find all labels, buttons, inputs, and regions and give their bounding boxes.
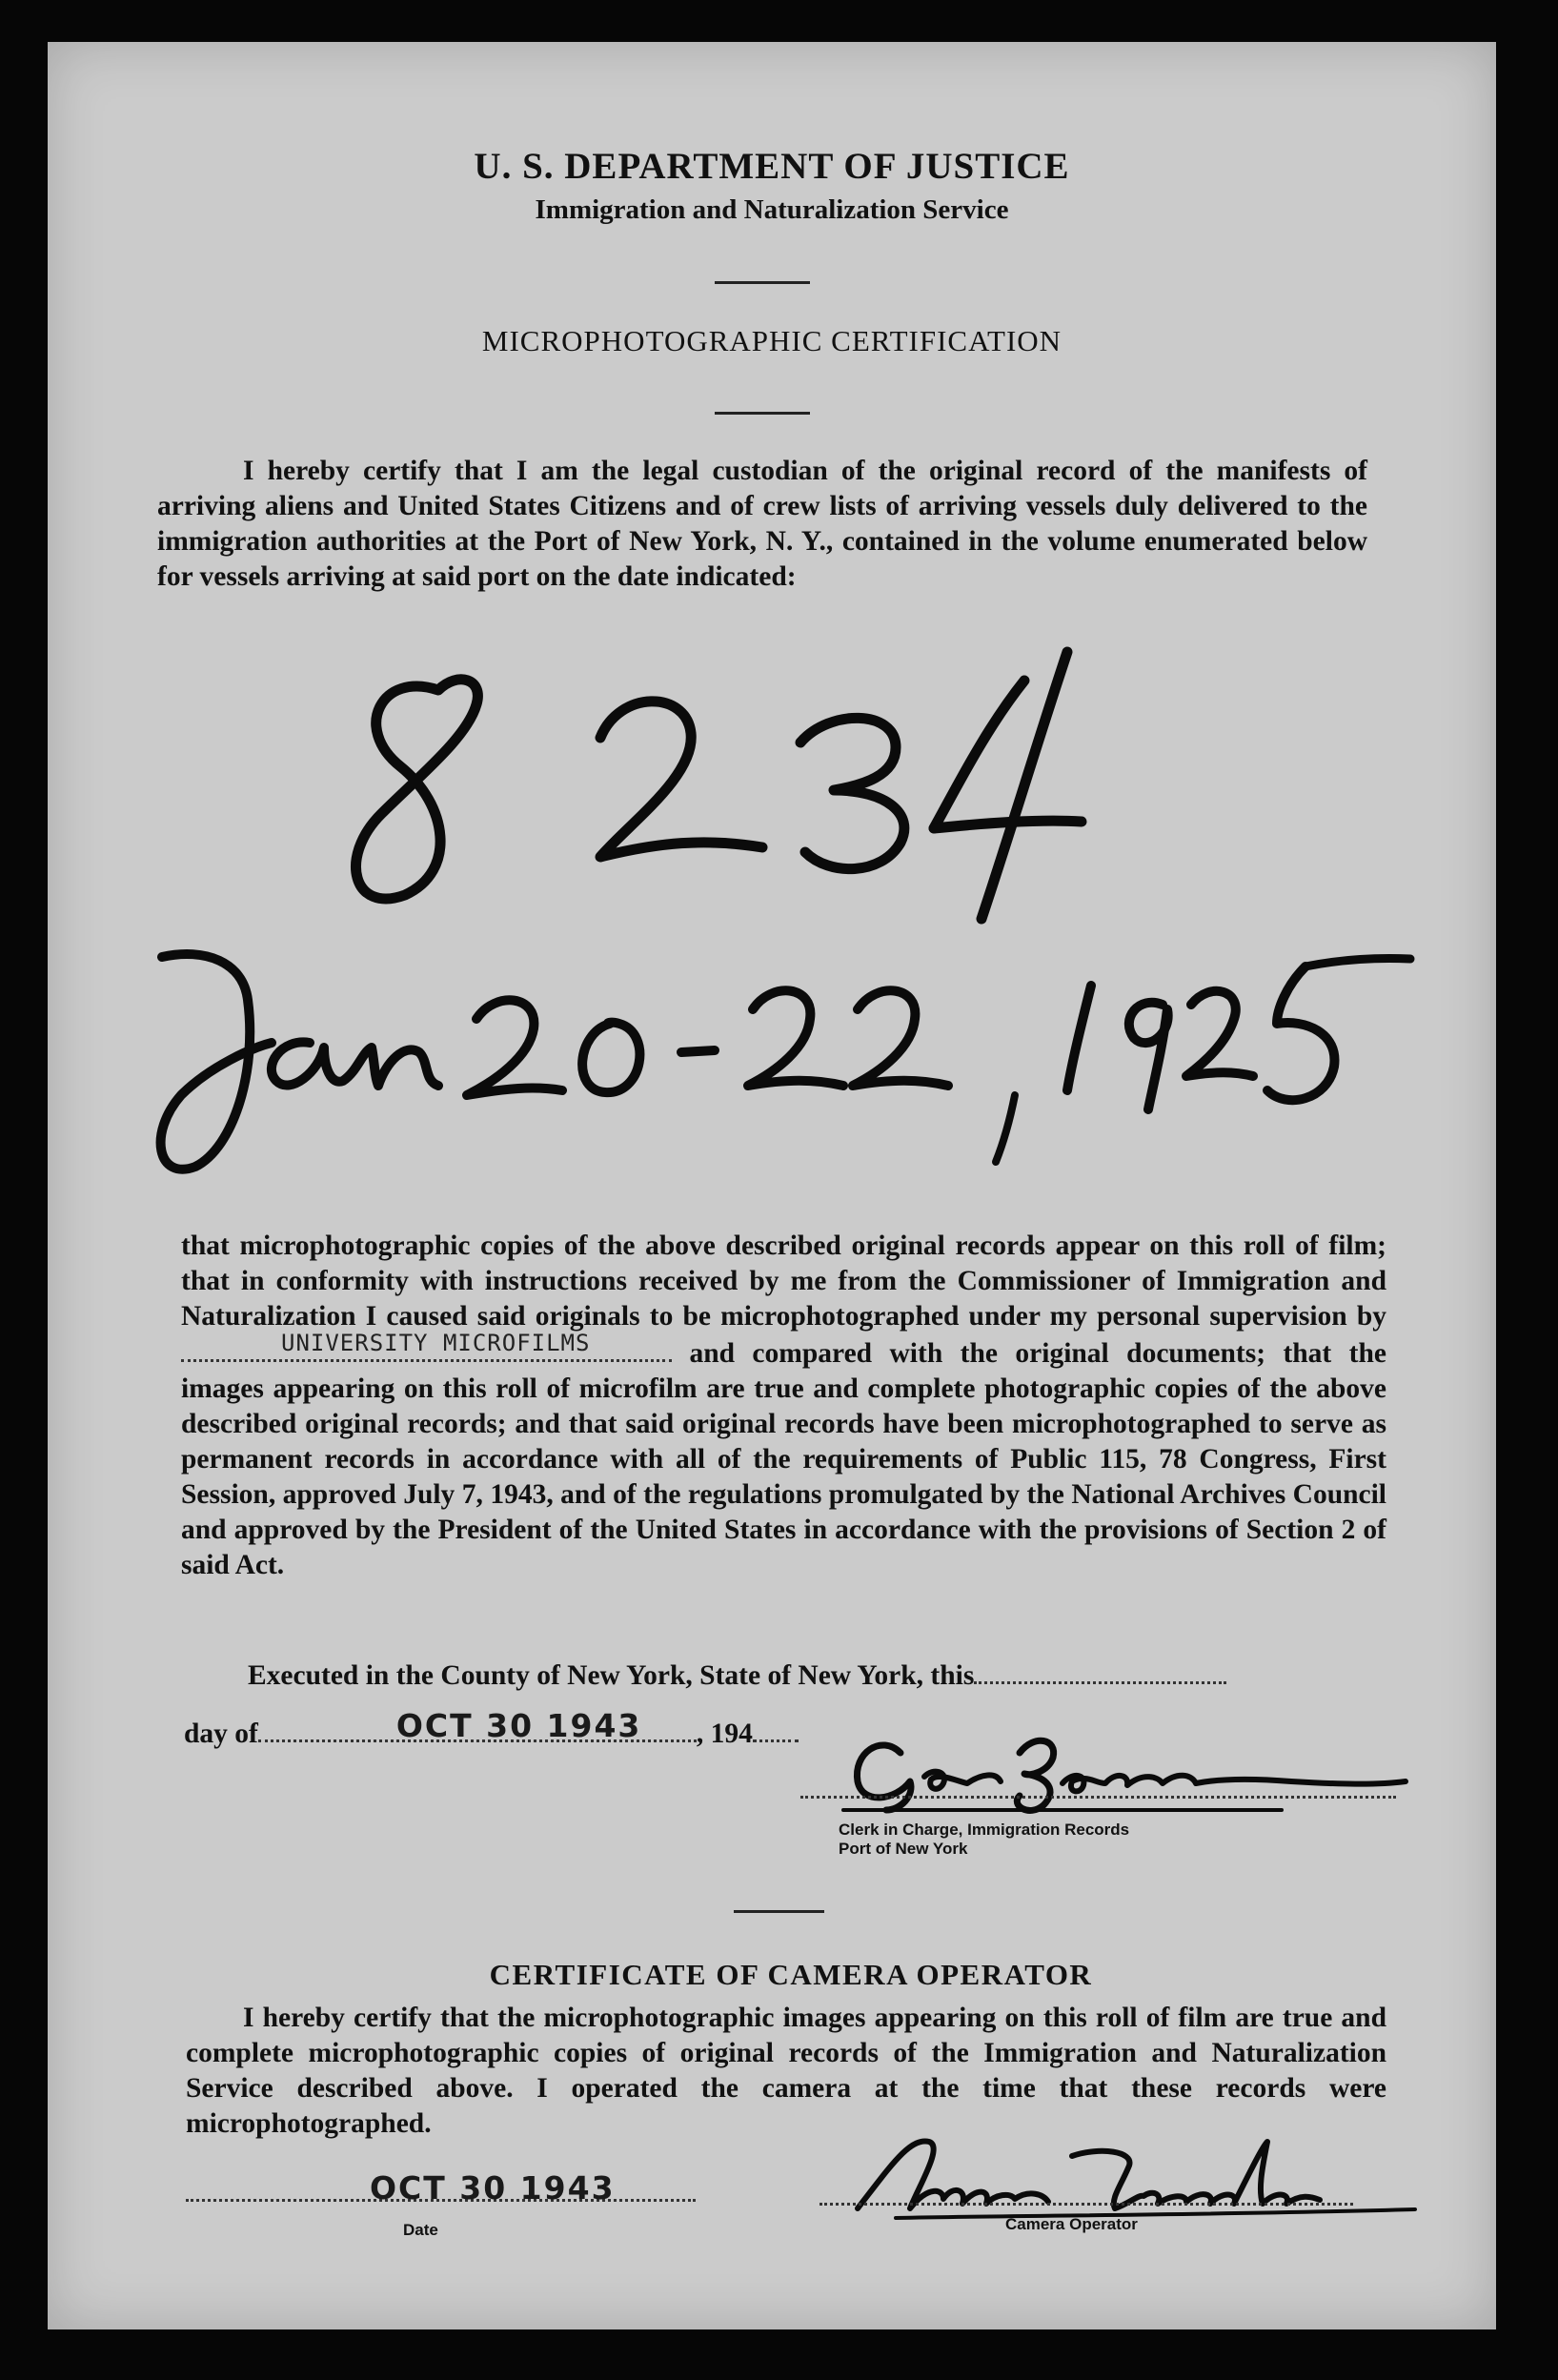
intro-paragraph: I hereby certify that I am the legal custodian of the original record of the manifests of arriving aliens and United States Citizens and of crew lists of arriving vessels duly delivered to the immigration authorities at the Port of New York, N. Y., contained in the volume enumerated below for vessels arriving at said port on the date indicated: xyxy=(157,456,1367,592)
operator-signature-line xyxy=(819,2203,1353,2206)
body-text-before-field: that microphotographic copies of the above described original records appear on this roll of film; that in conformity with instructions received by me from the Commissioner of Immigration and Naturalization I caused said originals to be microphotographed under my personal supervision by xyxy=(181,1231,1386,1332)
executed-day-field xyxy=(974,1657,1226,1684)
divider-rule xyxy=(734,1910,824,1913)
certificate-page xyxy=(48,42,1496,2329)
department-heading: U. S. DEPARTMENT OF JUSTICE xyxy=(474,146,1070,187)
camera-operator-title: CERTIFICATE OF CAMERA OPERATOR xyxy=(489,1958,1093,1991)
day-of-line xyxy=(184,1707,799,1752)
body-text-after-field: and compared with the original documents; that the images appearing on this roll of microfilm are true and complete photographic copies of the above described original records; and that said original records have been microphotographed to serve as permanent records in accordance with all of the requirements of Public 115, 78 Congress, First Session, approved July 7, 1943, and of the regulations promulgated by the National Archives Council and approved by the President of the United States in accordance with the provisions of Section 2 of said Act. xyxy=(181,1338,1387,1580)
divider-rule xyxy=(715,412,810,415)
day-of-field xyxy=(258,1707,697,1744)
operator-date-label: Date xyxy=(403,2221,438,2239)
clerk-title-line2: Port of New York xyxy=(839,1840,968,1858)
executed-line xyxy=(248,1657,1226,1694)
clerk-title-line1: Clerk in Charge, Immigration Records xyxy=(839,1821,1130,1839)
operator-signature xyxy=(853,2127,1425,2232)
handwritten-date-range xyxy=(129,928,1444,1195)
service-subheading: Immigration and Naturalization Service xyxy=(535,194,1009,225)
operator-date-stamp: OCT 30 1943 xyxy=(370,2169,616,2207)
operator-label: Camera Operator xyxy=(1005,2215,1138,2233)
camera-operator-paragraph: I hereby certify that the microphotographic images appearing on this roll of film are true and complete microphotographic copies of original records of the Immigration and Naturalization Service described above. I operated the camera at the time that these records were microphotographed. xyxy=(186,2003,1386,2139)
handwritten-volume-number xyxy=(314,652,1172,938)
clerk-signature xyxy=(843,1715,1415,1820)
body-paragraph xyxy=(181,1229,1386,1583)
certification-title: MICROPHOTOGRAPHIC CERTIFICATION xyxy=(481,324,1062,357)
year-prefix: , 194 xyxy=(696,1719,753,1749)
day-of-label: day of xyxy=(184,1719,258,1749)
executed-text: Executed in the County of New York, State of New York, this xyxy=(248,1660,975,1691)
clerk-signature-line xyxy=(800,1796,1396,1799)
divider-rule xyxy=(715,281,810,284)
clerk-title xyxy=(839,1821,1129,1859)
day-of-date-stamp: OCT 30 1943 xyxy=(395,1707,642,1744)
photographer-name: UNIVERSITY MICROFILMS xyxy=(281,1330,591,1356)
year-field xyxy=(753,1715,799,1742)
photographer-field xyxy=(181,1330,672,1362)
